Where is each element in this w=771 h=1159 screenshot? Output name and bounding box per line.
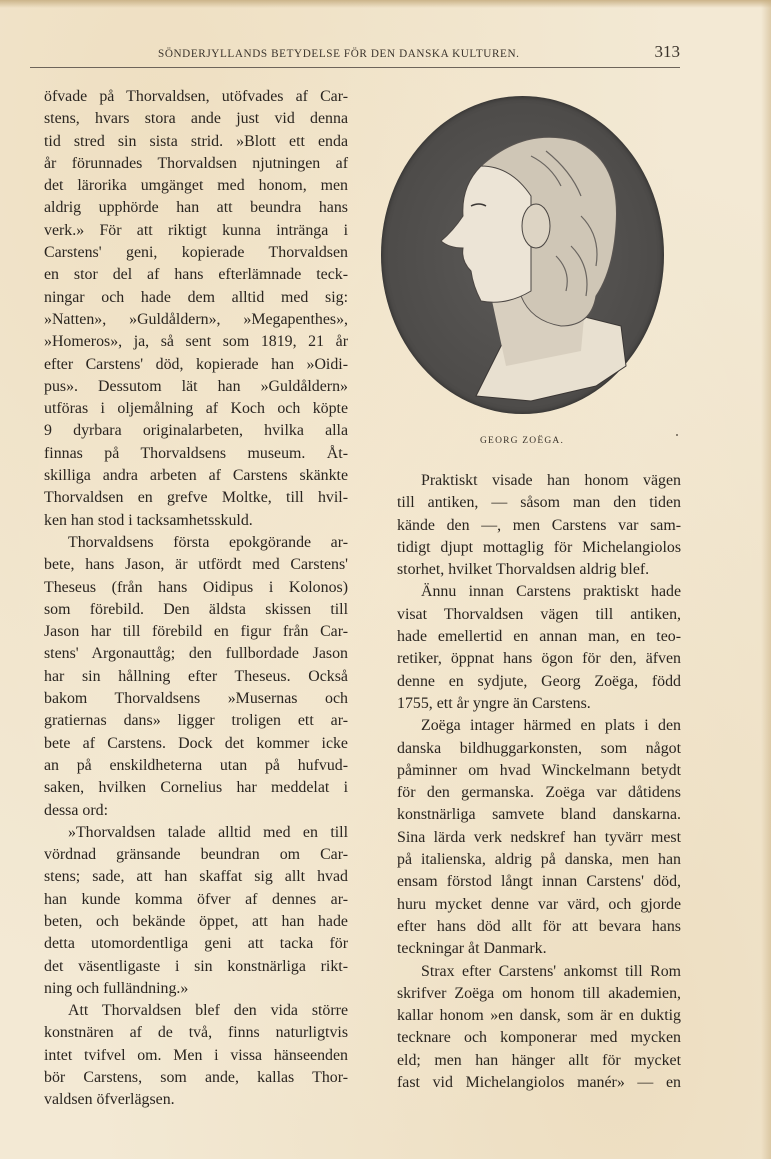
quote-start: »Thorvaldsen talade alltid med en till <box>68 823 348 841</box>
text-line: Sina lärda verk nedskref han tyvärr mest <box>397 828 681 846</box>
text-line: denne en sydjute, Georg Zoëga, född <box>397 672 681 690</box>
paragraph-start: Praktiskt visade han honom vägen <box>421 472 681 489</box>
text-line: visat Thorvaldsen vägen till antiken, <box>397 605 681 623</box>
text-line: för den germanska. Zoëga var dåtidens <box>397 784 681 802</box>
text-line: »Homeros», ja, så sent som 1819, 21 år <box>44 333 348 351</box>
text-line: konstnären af de två, finns naturligtvis <box>44 1024 348 1042</box>
text-line: tidigt djupt mottaglig för Michelangiolos <box>397 538 681 556</box>
text-line: bete af Carstens. Dock det kommer icke <box>44 734 348 752</box>
paragraph-start: Strax efter Carstens' ankomst till Rom <box>421 962 681 980</box>
text-line: intet tvifvel om. Men i vissa hänseenden <box>44 1046 348 1064</box>
text-line: pus». Dessutom lät han »Guldåldern» <box>44 377 348 395</box>
paragraph-start: Zoëga intager härmed en plats i den <box>421 717 681 735</box>
text-line: en stor del af hans efterlämnade teck- <box>44 266 348 284</box>
text-line: efter Carstens' död, kopierade han »Oidi- <box>44 355 348 373</box>
header-rule <box>30 67 680 68</box>
text-line: gratiernas dans» ligger troligen ett ar- <box>44 712 348 730</box>
text-line: kände den —, men Carstens var sam- <box>397 516 681 534</box>
running-title: SÖNDERJYLLANDS BETYDELSE FÖR DEN DANSKA KULTUREN. <box>158 48 520 60</box>
text-line: hade emellertid en annan man, en teo- <box>397 628 681 646</box>
text-line: Carstens' geni, kopierade Thorvaldsen <box>44 244 348 262</box>
left-column <box>44 86 348 1112</box>
text-line: eld; men han hänger allt för mycket <box>397 1051 681 1069</box>
text-line: verk.» För att riktigt kunna intränga i <box>44 221 348 239</box>
text-line: storhet, hvilket Thorvaldsen aldrig blef. <box>397 561 650 579</box>
page-number: 313 <box>654 42 680 61</box>
paragraph-start: Thorvaldsens första epokgörande ar- <box>68 533 348 551</box>
right-column <box>397 470 681 1094</box>
text-line: 1755, ett år yngre än Carstens. <box>397 694 591 712</box>
text-line: skrifver Zoëga om honom till akademien, <box>397 984 681 1002</box>
text-line: aldrig upphörde han att beundra hans <box>44 199 348 217</box>
text-line: huru mycket denne var värd, och gjorde <box>397 895 681 913</box>
text-line: detta utomordentliga geni att tacka för <box>44 935 348 953</box>
page-top-edge <box>0 0 771 8</box>
paper-speck <box>676 434 678 436</box>
page-right-edge <box>761 0 771 1159</box>
text-line: finnas på Thorvaldsens museum. Åt- <box>44 444 348 462</box>
text-line: han kunde komma öfver af dennes ar- <box>44 890 348 908</box>
profile-portrait-icon <box>381 96 664 414</box>
text-line: beten, och bekände öppet, att han hade <box>44 912 348 930</box>
text-line: an på enskildheterna utan på hufvud- <box>44 756 348 774</box>
text-line: stens, hvars stora ande just vid denna <box>44 110 348 128</box>
text-line: Theseus (från hans Oidipus i Kolonos) <box>44 578 348 596</box>
text-line: det lärorika umgänget med honom, men <box>44 177 348 195</box>
text-line: konstnärliga samvete bland danskarna. <box>397 806 681 824</box>
text-line: öfvade på Thorvaldsen, utöfvades af Car- <box>44 88 348 105</box>
text-line: år förunnades Thorvaldsen njutningen af <box>44 154 348 172</box>
figure-caption: GEORG ZOËGA. <box>480 436 565 446</box>
text-line: bakom Thorvaldsens »Musernas och <box>44 690 348 708</box>
text-line: stens' Argonauttåg; den fullbordade Jason <box>44 645 348 663</box>
text-line: utföras i oljemålning af Koch och köpte <box>44 400 348 418</box>
text-line: har sin hållning efter Theseus. Också <box>44 667 348 685</box>
text-line: vördnad gränsande beundran om Car- <box>44 846 348 864</box>
text-line: stens; sade, att han skaffat sig allt hvad <box>44 868 348 886</box>
text-line: 9 dyrbara originalarbeten, hvilka alla <box>44 422 348 440</box>
text-line: ning och fulländning.» <box>44 979 189 997</box>
text-line: dessa ord: <box>44 801 108 819</box>
text-line: teckningar åt Danmark. <box>397 940 547 958</box>
text-line: till antiken, — såsom man den tiden <box>397 494 681 512</box>
text-line: Jason har till förebild en figur från Car- <box>44 623 348 641</box>
text-line: ken han stod i tacksamhetsskuld. <box>44 511 253 529</box>
text-line: på italienska, aldrig på danska, men han <box>397 851 681 869</box>
text-line: »Natten», »Guldåldern», »Megapenthes», <box>44 310 348 328</box>
text-line: saken, hvilken Cornelius har meddelat i <box>44 779 348 797</box>
text-line: som förebild. Den äldsta skissen till <box>44 600 348 618</box>
text-line: efter hans död allt för att bevara hans <box>397 917 681 935</box>
text-line: skilliga andra arbeten af Carstens skänkte <box>44 467 348 485</box>
text-line: ensam förstod långt innan Carstens' död, <box>397 873 681 891</box>
text-line: bete, hans Jason, är utfördt med Carstens' <box>44 556 348 574</box>
text-line: tid stred sin sista strid. »Blott ett enda <box>44 132 348 150</box>
paragraph-start: Att Thorvaldsen blef den vida större <box>68 1002 348 1020</box>
portrait-figure <box>381 96 664 414</box>
page-header <box>30 40 680 70</box>
paragraph-start: Ännu innan Carstens praktiskt hade <box>421 583 681 601</box>
text-line: ningar och hade dem alltid med sig: <box>44 288 348 306</box>
text-line: fast vid Michelangiolos manér» — en <box>397 1074 681 1092</box>
text-line: det väsentligaste i sin konstnärliga rikt- <box>44 957 348 975</box>
text-line: tecknare och komponerar med mycken <box>397 1029 681 1047</box>
text-line: retiker, öppnat hans ögon för den, äfven <box>397 650 681 668</box>
text-line: påminner om hvad Winckelmann betydt <box>397 761 681 779</box>
text-line: bör Carstens, som ande, kallas Thor- <box>44 1069 348 1087</box>
text-line: danska bildhuggarkonsten, som något <box>397 739 681 757</box>
text-line: kallar honom »en dansk, som är en duktig <box>397 1007 681 1025</box>
text-line: Thorvaldsen en grefve Moltke, till hvil- <box>44 489 348 507</box>
text-line: valdsen öfverlägsen. <box>44 1091 175 1109</box>
